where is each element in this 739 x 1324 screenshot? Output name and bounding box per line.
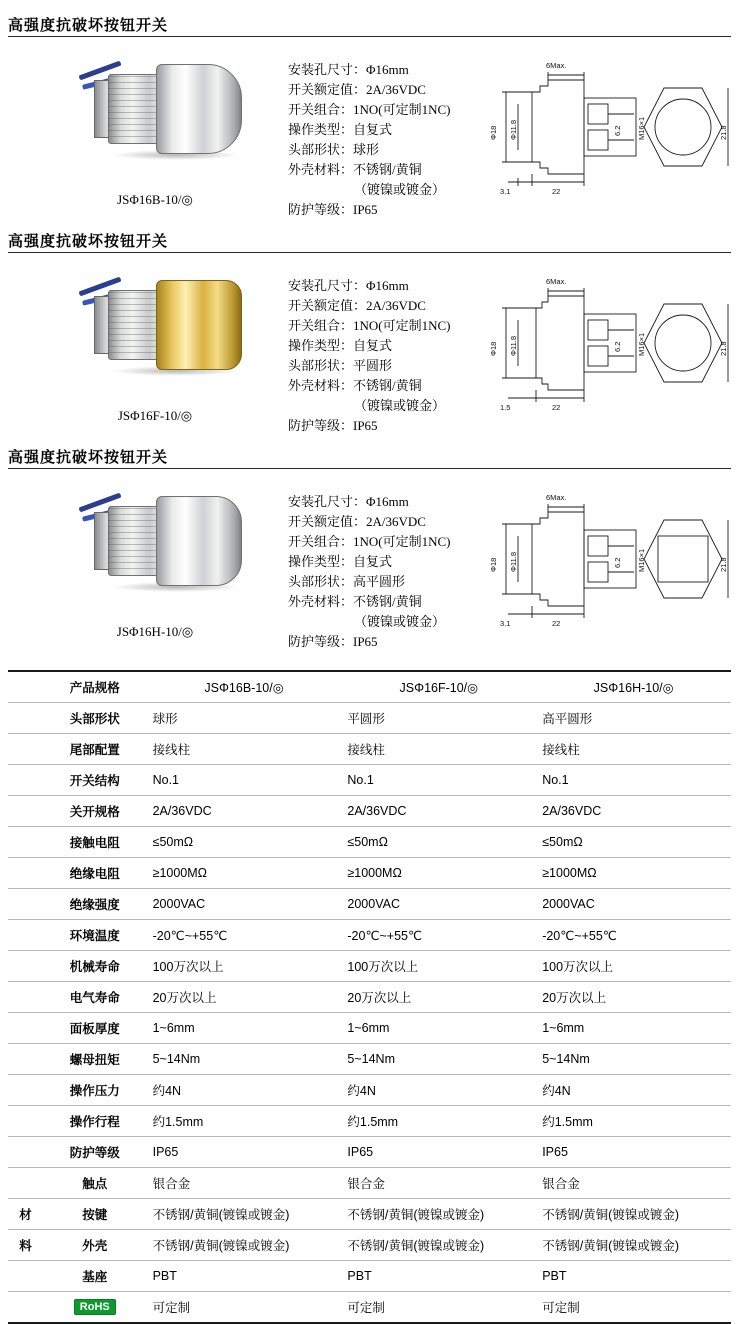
spec-line: 头部形状：高平圆形 — [288, 574, 406, 589]
svg-text:Φ11.8: Φ11.8 — [509, 119, 518, 140]
material-group-label — [8, 765, 43, 796]
table-cell: 约4N — [147, 1075, 342, 1106]
svg-text:21.8: 21.8 — [719, 341, 728, 356]
table-cell: 20万次以上 — [536, 982, 731, 1013]
table-cell: -20℃~+55℃ — [147, 920, 342, 951]
table-cell: IP65 — [341, 1137, 536, 1168]
material-group-label — [8, 858, 43, 889]
svg-text:21.8: 21.8 — [719, 557, 728, 572]
table-cell: 接线柱 — [147, 734, 342, 765]
table-cell: 高平圆形 — [536, 703, 731, 734]
table-row — [8, 920, 731, 951]
table-row — [8, 1199, 731, 1230]
product-specs-2 — [288, 276, 468, 436]
button-head-flat-round — [156, 280, 242, 370]
spec-line: 开关额定值：2A/36VDC — [288, 514, 426, 529]
row-label: 环境温度 — [43, 920, 147, 951]
title-divider — [8, 36, 731, 37]
row-label: 面板厚度 — [43, 1013, 147, 1044]
svg-text:6.2: 6.2 — [613, 557, 622, 568]
table-cell: No.1 — [536, 765, 731, 796]
svg-text:3.1: 3.1 — [500, 619, 511, 628]
row-label: 按键 — [43, 1199, 147, 1230]
spec-line: 开关组合：1NO(可定制1NC) — [288, 318, 451, 333]
table-row — [8, 671, 731, 703]
table-row — [8, 734, 731, 765]
table-cell: 球形 — [147, 703, 342, 734]
table-cell: 可定制 — [536, 1292, 731, 1324]
product-block-2 — [0, 230, 739, 446]
spec-line: 安装孔尺寸：Φ16mm — [288, 278, 409, 293]
material-group-label — [8, 1075, 43, 1106]
product-title: 高强度抗破坏按钮开关 — [8, 233, 169, 250]
material-group-label — [8, 982, 43, 1013]
row-label: 绝缘强度 — [43, 889, 147, 920]
svg-text:Φ18: Φ18 — [489, 557, 498, 572]
spec-line: 开关额定值：2A/36VDC — [288, 298, 426, 313]
spec-line: （镀镍或镀金） — [354, 398, 446, 413]
row-label: 尾部配置 — [43, 734, 147, 765]
table-cell: JSΦ16H-10/◎ — [536, 671, 731, 703]
table-cell: 2A/36VDC — [341, 796, 536, 827]
title-divider — [8, 468, 731, 469]
table-row — [8, 858, 731, 889]
material-group-label — [8, 1106, 43, 1137]
table-cell: 银合金 — [147, 1168, 342, 1199]
svg-text:6.2: 6.2 — [613, 125, 622, 136]
spec-line: 防护等级：IP65 — [288, 634, 378, 649]
svg-text:3.1: 3.1 — [500, 187, 511, 196]
product-photo-3 — [60, 490, 250, 620]
table-cell: 2A/36VDC — [147, 796, 342, 827]
table-cell: 接线柱 — [536, 734, 731, 765]
table-cell: 可定制 — [341, 1292, 536, 1324]
spec-line: 操作类型：自复式 — [288, 122, 393, 137]
spec-line: 头部形状：球形 — [288, 142, 380, 157]
table-cell: 银合金 — [536, 1168, 731, 1199]
table-row — [8, 1106, 731, 1137]
spec-line: 开关组合：1NO(可定制1NC) — [288, 534, 451, 549]
table-cell: 100万次以上 — [147, 951, 342, 982]
row-label: 头部形状 — [43, 703, 147, 734]
row-label: 关开规格 — [43, 796, 147, 827]
table-cell: 1~6mm — [341, 1013, 536, 1044]
row-label: 绝缘电阻 — [43, 858, 147, 889]
dimension-drawing-2 — [488, 268, 732, 418]
button-head-high-flat-round — [156, 496, 242, 586]
table-row — [8, 765, 731, 796]
material-group-label — [8, 1168, 43, 1199]
material-group-label — [8, 1292, 43, 1324]
table-cell: 20万次以上 — [341, 982, 536, 1013]
spec-line: 安装孔尺寸：Φ16mm — [288, 62, 409, 77]
table-cell: PBT — [536, 1261, 731, 1292]
rohs-badge: RoHS — [74, 1299, 116, 1315]
table-cell: 2000VAC — [147, 889, 342, 920]
table-cell: No.1 — [147, 765, 342, 796]
table-row — [8, 1292, 731, 1324]
table-cell: PBT — [341, 1261, 536, 1292]
table-row — [8, 1230, 731, 1261]
spec-line: 开关组合：1NO(可定制1NC) — [288, 102, 451, 117]
product-title: 高强度抗破坏按钮开关 — [8, 17, 169, 34]
table-row — [8, 827, 731, 858]
svg-text:6.2: 6.2 — [613, 341, 622, 352]
table-row — [8, 889, 731, 920]
dimension-drawing-3 — [488, 484, 732, 634]
material-group-label — [8, 827, 43, 858]
table-cell: 5~14Nm — [341, 1044, 536, 1075]
table-cell: 100万次以上 — [536, 951, 731, 982]
table-cell: PBT — [147, 1261, 342, 1292]
table-cell: 5~14Nm — [147, 1044, 342, 1075]
material-group-label — [8, 1013, 43, 1044]
product-photo-2 — [60, 274, 250, 404]
row-label — [43, 1292, 147, 1324]
table-cell: IP65 — [147, 1137, 342, 1168]
material-group-label — [8, 703, 43, 734]
table-cell: 不锈钢/黄铜(镀镍或镀金) — [536, 1199, 731, 1230]
table-row — [8, 1168, 731, 1199]
svg-text:1.5: 1.5 — [500, 403, 511, 412]
material-group-label — [8, 1137, 43, 1168]
row-label: 螺母扭矩 — [43, 1044, 147, 1075]
table-cell: ≥1000MΩ — [341, 858, 536, 889]
table-cell: 接线柱 — [341, 734, 536, 765]
product-caption: JSΦ16F-10/◎ — [117, 408, 193, 423]
table-cell: -20℃~+55℃ — [536, 920, 731, 951]
svg-text:Φ18: Φ18 — [489, 341, 498, 356]
specification-table — [8, 670, 731, 1324]
table-cell: No.1 — [341, 765, 536, 796]
row-label: 接触电阻 — [43, 827, 147, 858]
table-cell: 不锈钢/黄铜(镀镍或镀金) — [147, 1199, 342, 1230]
material-group-label — [8, 1044, 43, 1075]
table-cell: ≤50mΩ — [147, 827, 342, 858]
table-row — [8, 982, 731, 1013]
button-head-spherical — [156, 64, 242, 154]
material-group-label: 材 — [8, 1199, 43, 1230]
row-label: 产品规格 — [43, 671, 147, 703]
table-cell: 平圆形 — [341, 703, 536, 734]
title-divider — [8, 252, 731, 253]
spec-line: 防护等级：IP65 — [288, 418, 378, 433]
table-cell: 不锈钢/黄铜(镀镍或镀金) — [341, 1199, 536, 1230]
svg-text:Φ11.8: Φ11.8 — [509, 335, 518, 356]
table-cell: 银合金 — [341, 1168, 536, 1199]
table-cell: 2A/36VDC — [536, 796, 731, 827]
table-cell: 不锈钢/黄铜(镀镍或镀金) — [536, 1230, 731, 1261]
table-cell: 2000VAC — [341, 889, 536, 920]
material-group-label — [8, 796, 43, 827]
spec-line: 防护等级：IP65 — [288, 202, 378, 217]
table-cell: 约1.5mm — [536, 1106, 731, 1137]
table-cell: 1~6mm — [147, 1013, 342, 1044]
product-specs-1 — [288, 60, 468, 220]
table-row — [8, 1044, 731, 1075]
dimension-drawing-1 — [488, 52, 732, 202]
spec-line: （镀镍或镀金） — [354, 614, 446, 629]
table-cell: ≤50mΩ — [536, 827, 731, 858]
table-cell: 约4N — [341, 1075, 536, 1106]
table-cell: 约1.5mm — [341, 1106, 536, 1137]
spec-line: 头部形状：平圆形 — [288, 358, 393, 373]
row-label: 电气寿命 — [43, 982, 147, 1013]
svg-text:6Max.: 6Max. — [546, 493, 567, 502]
svg-text:Φ18: Φ18 — [489, 125, 498, 140]
table-cell: 可定制 — [147, 1292, 342, 1324]
table-cell: 5~14Nm — [536, 1044, 731, 1075]
material-group-label — [8, 671, 43, 703]
material-group-label: 料 — [8, 1230, 43, 1261]
spec-line: 操作类型：自复式 — [288, 338, 393, 353]
material-group-label — [8, 920, 43, 951]
table-cell: ≤50mΩ — [341, 827, 536, 858]
product-caption: JSΦ16H-10/◎ — [116, 624, 194, 639]
spec-line: 外壳材料：不锈钢/黄铜 — [288, 162, 422, 177]
material-group-label — [8, 734, 43, 765]
table-cell: 不锈钢/黄铜(镀镍或镀金) — [341, 1230, 536, 1261]
drawing-label: 6Max. — [546, 61, 567, 70]
svg-text:M16×1: M16×1 — [637, 548, 646, 572]
table-row — [8, 1075, 731, 1106]
spec-line: 外壳材料：不锈钢/黄铜 — [288, 594, 422, 609]
svg-text:21.8: 21.8 — [719, 125, 728, 140]
product-caption: JSΦ16B-10/◎ — [117, 192, 193, 207]
table-cell: 约1.5mm — [147, 1106, 342, 1137]
specification-table-wrap — [8, 670, 731, 1324]
table-cell: -20℃~+55℃ — [341, 920, 536, 951]
svg-text:22: 22 — [552, 403, 561, 412]
row-label: 操作行程 — [43, 1106, 147, 1137]
row-label: 操作压力 — [43, 1075, 147, 1106]
spec-line: 操作类型：自复式 — [288, 554, 393, 569]
table-cell: ≥1000MΩ — [147, 858, 342, 889]
material-group-label — [8, 1261, 43, 1292]
svg-text:22: 22 — [552, 619, 561, 628]
svg-text:M16×1: M16×1 — [637, 332, 646, 356]
table-cell: IP65 — [536, 1137, 731, 1168]
material-group-label — [8, 951, 43, 982]
row-label: 机械寿命 — [43, 951, 147, 982]
row-label: 开关结构 — [43, 765, 147, 796]
table-cell: 约4N — [536, 1075, 731, 1106]
svg-text:Φ11.8: Φ11.8 — [509, 551, 518, 572]
spec-line: 安装孔尺寸：Φ16mm — [288, 494, 409, 509]
table-row — [8, 703, 731, 734]
table-cell: 不锈钢/黄铜(镀镍或镀金) — [147, 1230, 342, 1261]
table-cell: JSΦ16B-10/◎ — [147, 671, 342, 703]
product-title: 高强度抗破坏按钮开关 — [8, 449, 169, 466]
table-row — [8, 1013, 731, 1044]
table-cell: 2000VAC — [536, 889, 731, 920]
product-block-1 — [0, 14, 739, 230]
product-specs-3 — [288, 492, 468, 652]
table-cell: JSΦ16F-10/◎ — [341, 671, 536, 703]
table-row — [8, 796, 731, 827]
product-photo-1 — [60, 58, 250, 188]
svg-text:22: 22 — [552, 187, 561, 196]
svg-text:M16×1: M16×1 — [637, 116, 646, 140]
svg-text:6Max.: 6Max. — [546, 277, 567, 286]
spec-line: （镀镍或镀金） — [354, 182, 446, 197]
row-label: 外壳 — [43, 1230, 147, 1261]
spec-line: 外壳材料：不锈钢/黄铜 — [288, 378, 422, 393]
row-label: 防护等级 — [43, 1137, 147, 1168]
product-block-3 — [0, 446, 739, 662]
material-group-label — [8, 889, 43, 920]
spec-line: 开关额定值：2A/36VDC — [288, 82, 426, 97]
table-cell: ≥1000MΩ — [536, 858, 731, 889]
table-row — [8, 951, 731, 982]
row-label: 触点 — [43, 1168, 147, 1199]
table-row — [8, 1261, 731, 1292]
table-cell: 1~6mm — [536, 1013, 731, 1044]
table-cell: 20万次以上 — [147, 982, 342, 1013]
table-row — [8, 1137, 731, 1168]
row-label: 基座 — [43, 1261, 147, 1292]
table-cell: 100万次以上 — [341, 951, 536, 982]
